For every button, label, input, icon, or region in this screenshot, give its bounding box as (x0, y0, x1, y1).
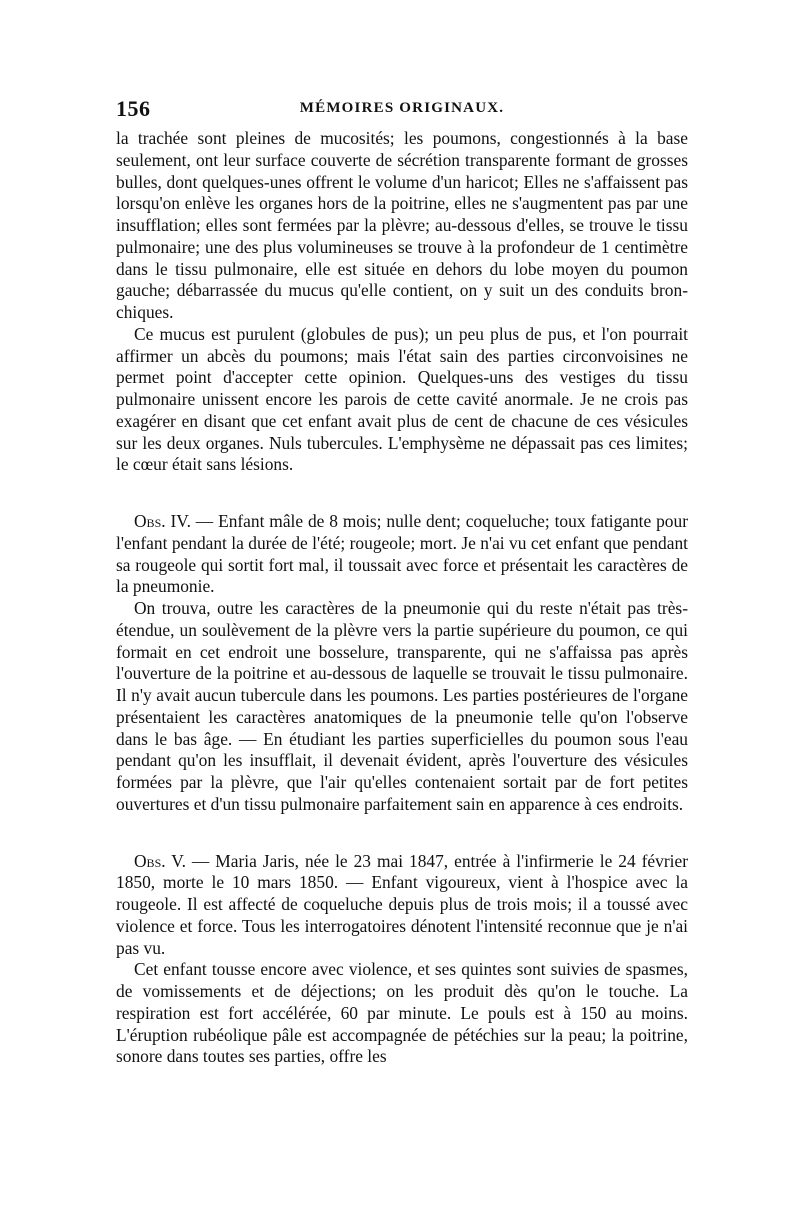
paragraph-pneumonia (116, 598, 688, 816)
paragraph-text: — Maria Jaris, née le 23 mai 1847, entrée à l'infirmerie le 24 février 1850, morte le 10 mars 1850. — Enfant vigoureux, vient à l'hospice avec la rougeole. Il est affecté de coqueluche depuis plus de trois mois; il a toussé avec violence et force. Tous les interrogatoires dénotent l'intensité reconnue que je n'ai pas vu. (116, 850, 688, 958)
running-head (116, 96, 688, 128)
paragraph-trachea (116, 128, 688, 324)
paragraph-text: Ce mucus est purulent (globules de pus); un peu plus de pus, et l'on pourrait affirmer un abcès du poumons; mais l'état sain des parties circonvoisines ne permet point d'accepter cette opinion. Quelques-uns des vestiges du tissu pulmonaire unissent encore les parois de cette cavité anormale. Je ne crois pas exagérer en disant que cet enfant avait plus de cent de chacune de ces vésicules sur les deux organes. Nuls tubercules. L'emphysème ne dépassait pas ces limites; le cœur était sans lésions. (116, 323, 688, 475)
paragraph-text: la trachée sont pleines de mucosités; les poumons, congestionnés à la base seulement, ont leur surface couverte de sécrétion transparente formant de grosses bulles, dont quelques-unes offrent le volume d'un haricot; Elles ne s'affaissent pas lorsqu'on enlève les organes hors de la poitrine, elles ne s'augmentent pas par une insufflation; elles sont fermées par la plèvre; au-dessous d'elles, se trouve le tissu pulmonaire; une des plus volumineuses se trouve à la profondeur de 1 centimètre dans le tissu pulmonaire, elle est située en dehors du lobe moyen du poumon gauche; débarrassée du mucus qu'elle contient, on y suit un des conduits bronchiques. (116, 128, 688, 322)
paragraph-text: Cet enfant tousse encore avec violence, et ses quintes sont suivies de spasmes, de vomissements et de déjections; on les produit dès qu'on le touche. La respiration est fort accélérée, 60 par minute. Le pouls est à 150 au moins. L'éruption rubéolique pâle est accompagnée de pétéchies sur la peau; la poitrine, sonore dans toutes ses parties, offre les (116, 959, 688, 1067)
observation-label: Obs. V. (134, 850, 186, 871)
paragraph-text: — Enfant mâle de 8 mois; nulle dent; coqueluche; toux fatigante pour l'enfant pendant la durée de l'été; rougeole; mort. Je n'ai vu cet enfant que pendant sa rougeole qui sortit fort mal, il toussait avec force et présentait les caractères de la pneumonie. (116, 511, 688, 597)
paragraph-obs-v (116, 851, 688, 960)
observation-label: Obs. IV. (134, 511, 191, 531)
page-number: 156 (116, 96, 151, 121)
paragraph-text: On trouva, outre les caractères de la pneumonie qui du reste n'était pas très-étendue, un soulèvement de la plèvre vers la partie supérieure du poumon, ce qui formait en cet endroit une bosselure, transparente, qui ne s'affaissa pas après l'ouverture de la poitrine et au-dessous de laquelle se trouvait le tissu pulmonaire. Il n'y avait aucun tubercule dans les poumons. Les parties postérieures de l'organe présentaient les caractères anatomiques de la pneumonie telle qu'on l'observe dans le bas âge. — En étudiant les parties superficielles du poumon sous l'eau pendant qu'on les insufflait, il devenait évident, après l'ouverture des vésicules formées par la plèvre, que l'air qu'elles contenaient sortait par de fort petites ouvertures et d'un tissu pulmonaire parfaitement sain en apparence à ces endroits. (116, 598, 688, 814)
running-title: MÉMOIRES ORIGINAUX. (299, 100, 505, 116)
paragraph-obs-iv (116, 511, 688, 598)
paragraph-cough (116, 959, 688, 1068)
paragraph-mucus (116, 324, 688, 476)
book-page (116, 96, 688, 1068)
